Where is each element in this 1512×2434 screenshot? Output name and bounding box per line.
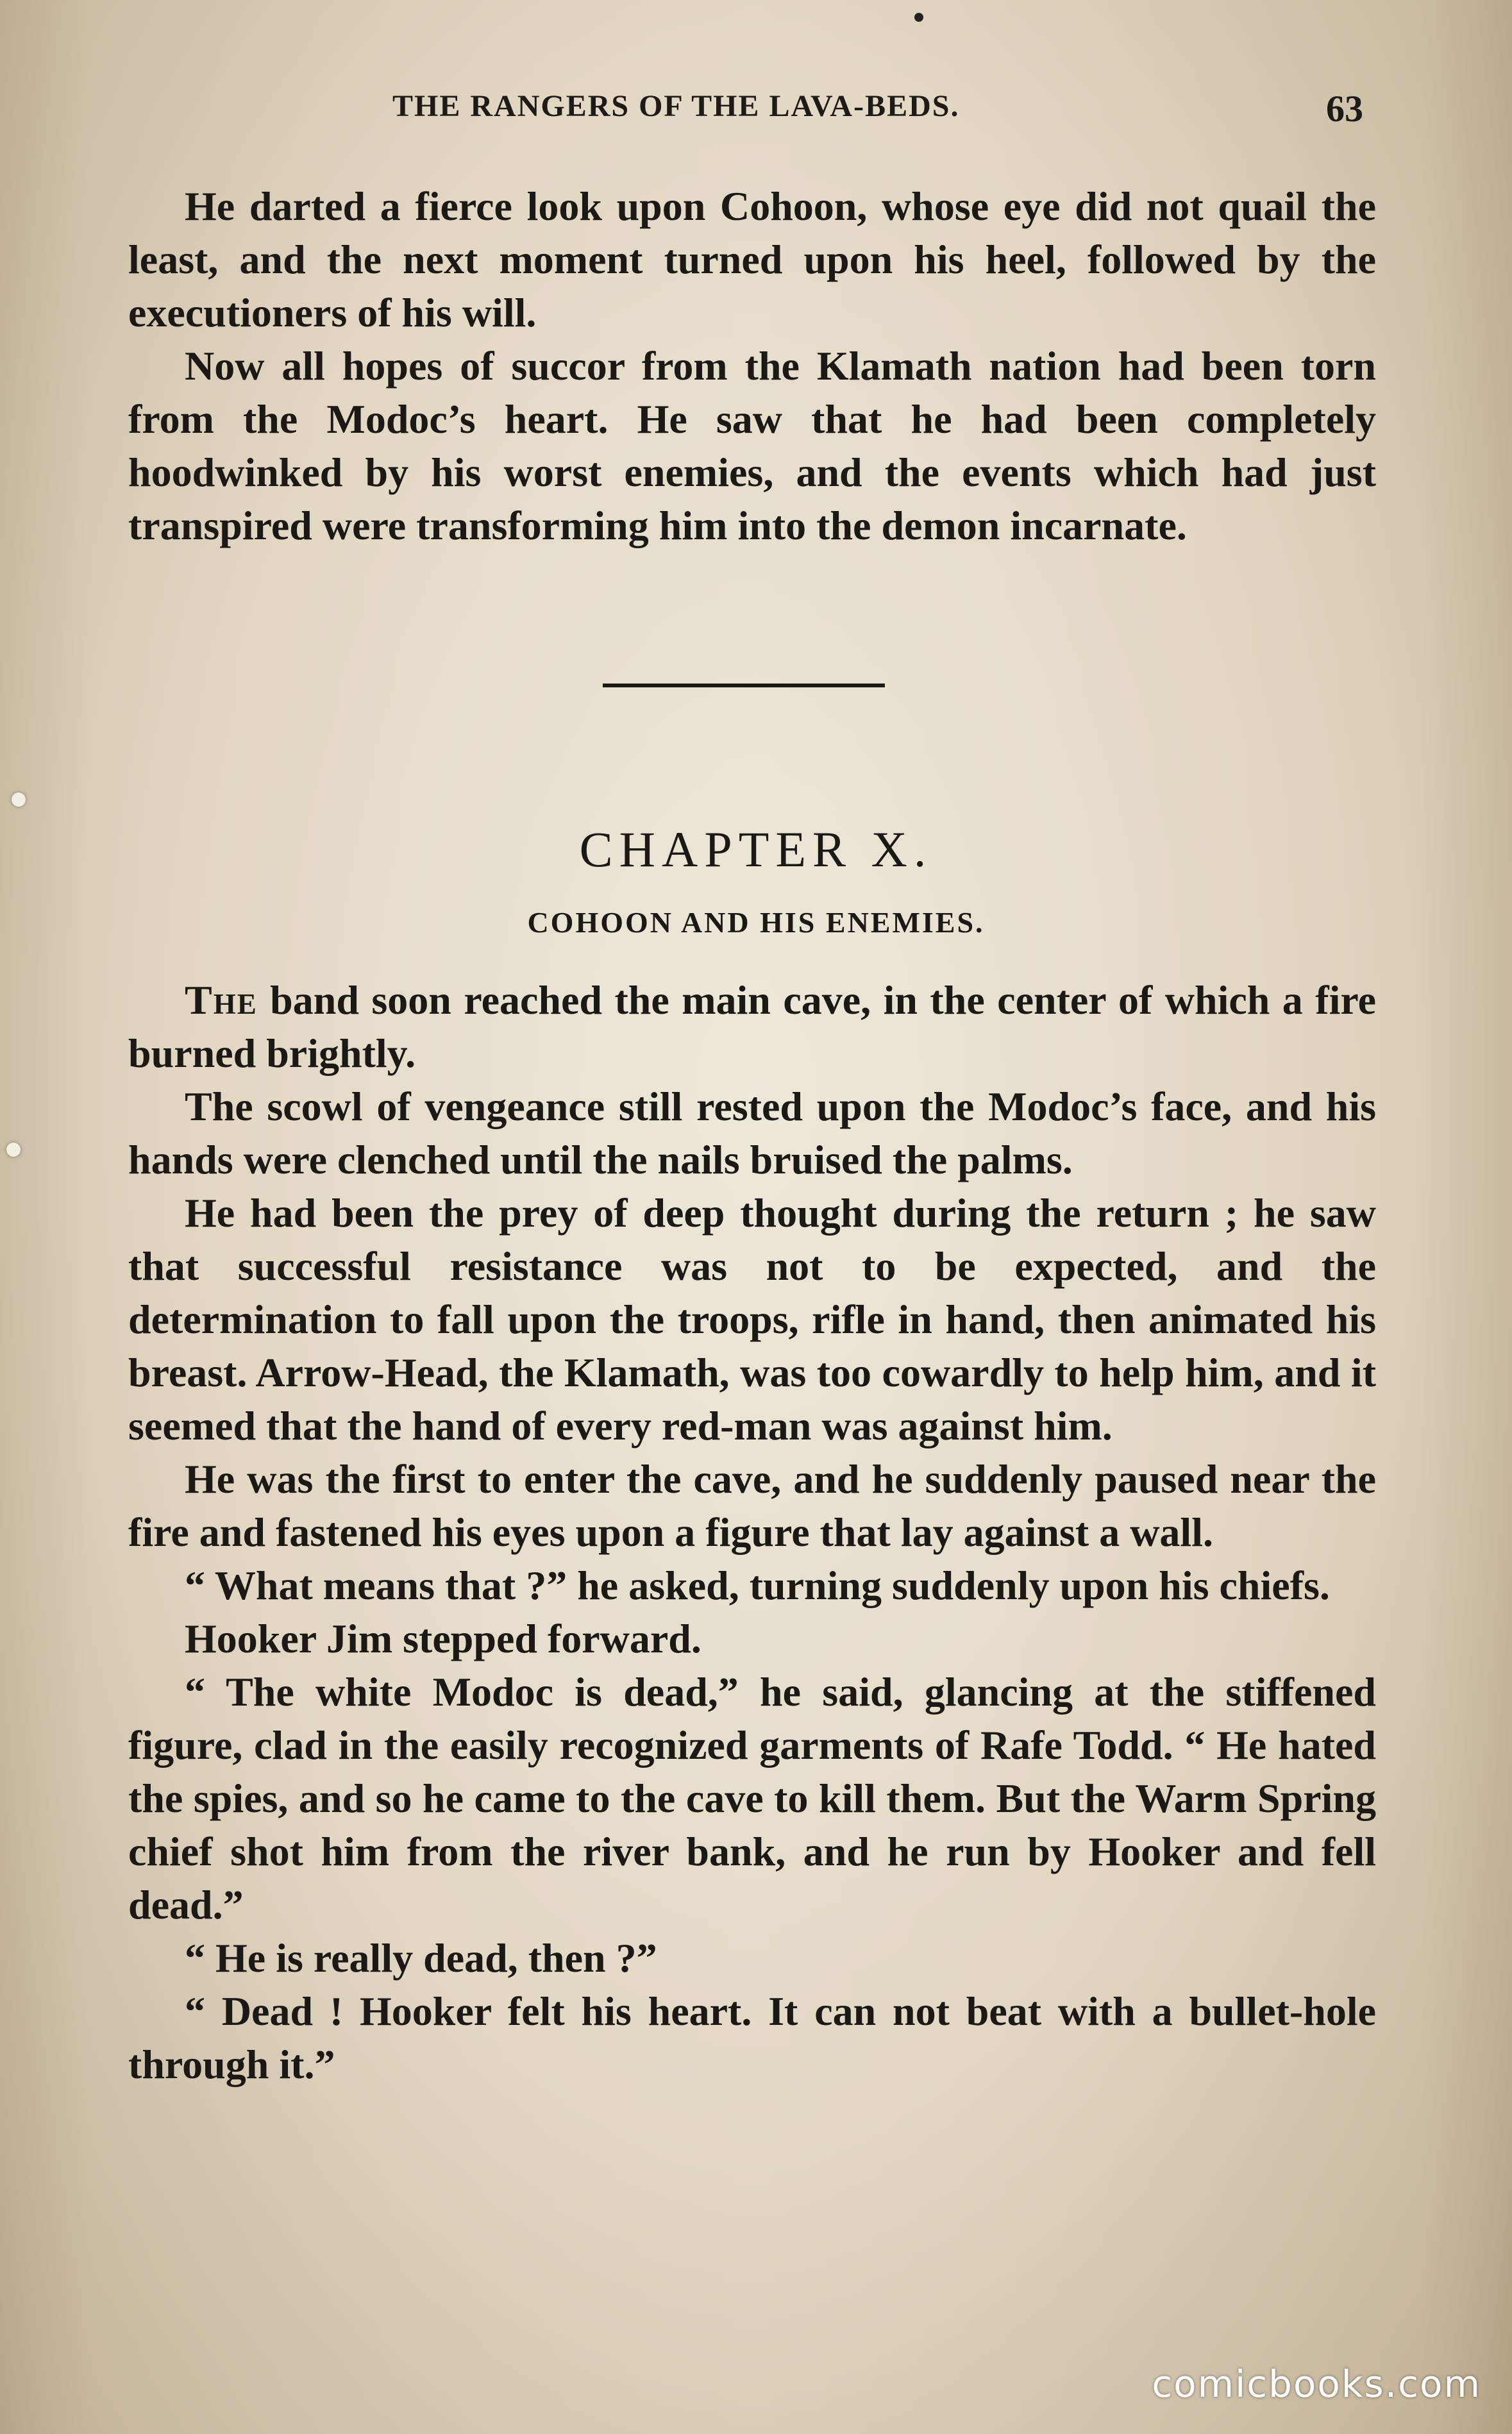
chapter-text <box>128 973 1376 2091</box>
chapter-title: CHAPTER X. <box>579 821 933 877</box>
section-divider <box>603 684 885 687</box>
paragraph: “ Dead ! Hooker felt his heart. It can not beat with a bullet-hole through it.” <box>128 1988 1376 2087</box>
ink-dot <box>914 13 923 22</box>
paragraph: “ What means that ?” he asked, turning suddenly upon his chiefs. <box>185 1563 1330 1608</box>
paragraph <box>128 973 1376 1080</box>
paragraph: The scowl of vengeance still rested upon the Modoc’s face, and his hands were clenched until the nails bruised the palms. <box>128 1084 1376 1182</box>
paragraph: Hooker Jim stepped forward. <box>185 1616 701 1661</box>
intro-text <box>128 180 1376 552</box>
paragraph: “ The white Modoc is dead,” he said, glancing at the stiffened figure, clad in the easily recognized garments of Rafe Todd. “ He hated the spies, and so he came to the cave to kill them. But the Warm Spring chief shot him from the river bank, and he run by Hooker and fell dead.” <box>128 1669 1376 1927</box>
paragraph: “ He is really dead, then ?” <box>185 1935 657 1981</box>
paragraph: He was the first to enter the cave, and he suddenly paused near the fire and fastened his eyes upon a figure that lay against a wall. <box>128 1456 1376 1555</box>
paragraph: He darted a fierce look upon Cohoon, whose eye did not quail the least, and the next moment turned upon his heel, followed by the executioners of his will. <box>128 183 1376 335</box>
chapter-subtitle: COHOON AND HIS ENEMIES. <box>527 906 985 939</box>
running-header: THE RANGERS OF THE LAVA-BEDS. <box>392 89 960 123</box>
paragraph-text: band soon reached the main cave, in the center of which a fire burned brightly. <box>128 977 1376 1076</box>
watermark: comicbooks.com <box>1152 2362 1481 2406</box>
page-number: 63 <box>1326 88 1363 130</box>
paragraph: He had been the prey of deep thought during the return ; he saw that successful resistance was not to be expected, and the determination to fall upon the troops, rifle in hand, then animated his breast. Arrow-Head, the Klamath, was too cowardly to help him, and it seemed that the hand of every red-man was against him. <box>128 1190 1376 1448</box>
binding-hole <box>12 793 26 807</box>
first-word: The <box>185 977 258 1023</box>
paragraph: Now all hopes of succor from the Klamath nation had been torn from the Modoc’s heart. He saw that he had been completely hoodwinked by his worst enemies, and the events which had just transpired were transforming him into the demon incarnate. <box>128 343 1376 548</box>
binding-hole <box>6 1143 21 1157</box>
